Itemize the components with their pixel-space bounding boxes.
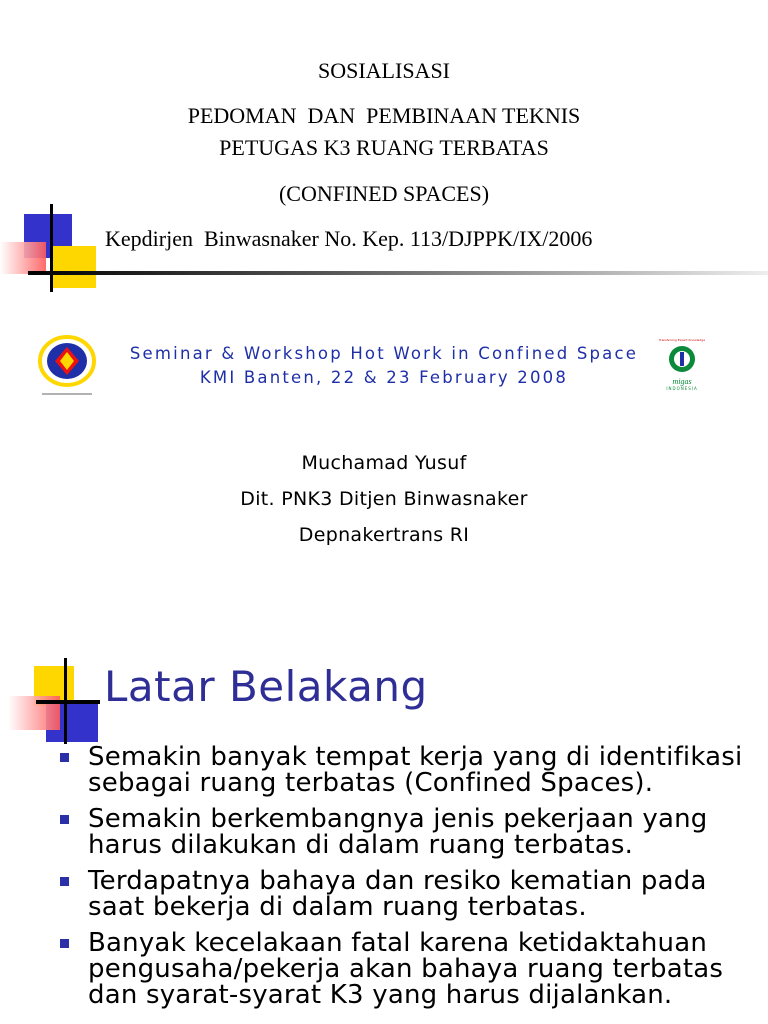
author-dept: Depnakertrans RI bbox=[298, 524, 470, 546]
title-divider bbox=[28, 271, 768, 275]
list-item: Banyak kecelakaan fatal karena ketidaktahuan pengusaha/pekerja akan bahaya ruang terbatas dan syarat-syarat K3 yang harus dijalankan. bbox=[60, 930, 760, 1008]
slide-latar-belakang bbox=[0, 640, 768, 1024]
bullet-square-icon bbox=[60, 939, 69, 948]
list-item: Semakin banyak tempat kerja yang di identifikasi sebagai ruang terbatas (Confined Spaces). bbox=[60, 744, 760, 796]
right-logo-country: INDONESIA bbox=[666, 386, 698, 391]
bullet-square-icon bbox=[60, 753, 69, 762]
author-org: Dit. PNK3 Ditjen Binwasnaker bbox=[240, 488, 528, 510]
seminar-title: Seminar & Workshop Hot Work in Confined Space bbox=[129, 344, 639, 363]
migas-logo-icon bbox=[664, 344, 700, 378]
left-logo bbox=[36, 330, 98, 400]
title-kepdirjen: Kepdirjen Binwasnaker No. Kep. 113/DJPPK/IX/2006 bbox=[105, 226, 593, 251]
list-item: Terdapatnya bahaya dan resiko kematian pada saat bekerja di dalam ruang terbatas. bbox=[60, 868, 760, 920]
bullet-square-icon bbox=[60, 815, 69, 824]
title-confined-spaces: (CONFINED SPACES) bbox=[278, 181, 490, 206]
bullet-square-icon bbox=[60, 877, 69, 886]
emblem-icon bbox=[36, 330, 98, 400]
heading-divider bbox=[36, 700, 100, 704]
right-logo bbox=[656, 338, 708, 400]
author-name: Muchamad Yusuf bbox=[301, 452, 467, 474]
right-logo-brand: migas bbox=[672, 377, 692, 386]
title-sosialisasi: SOSIALISASI bbox=[317, 58, 451, 83]
slide-heading: Latar Belakang bbox=[104, 662, 428, 711]
title-pedoman: PEDOMAN DAN PEMBINAAN TEKNIS bbox=[187, 103, 581, 128]
title-petugas: PETUGAS K3 RUANG TERBATAS bbox=[219, 135, 549, 160]
list-item: Semakin berkembangnya jenis pekerjaan yang harus dilakukan di dalam ruang terbatas. bbox=[60, 806, 760, 858]
right-logo-tagline: Transferring Expert Knowledge bbox=[658, 338, 706, 342]
bullet-list bbox=[60, 744, 760, 1018]
seminar-venue-date: KMI Banten, 22 & 23 February 2008 bbox=[199, 368, 569, 387]
